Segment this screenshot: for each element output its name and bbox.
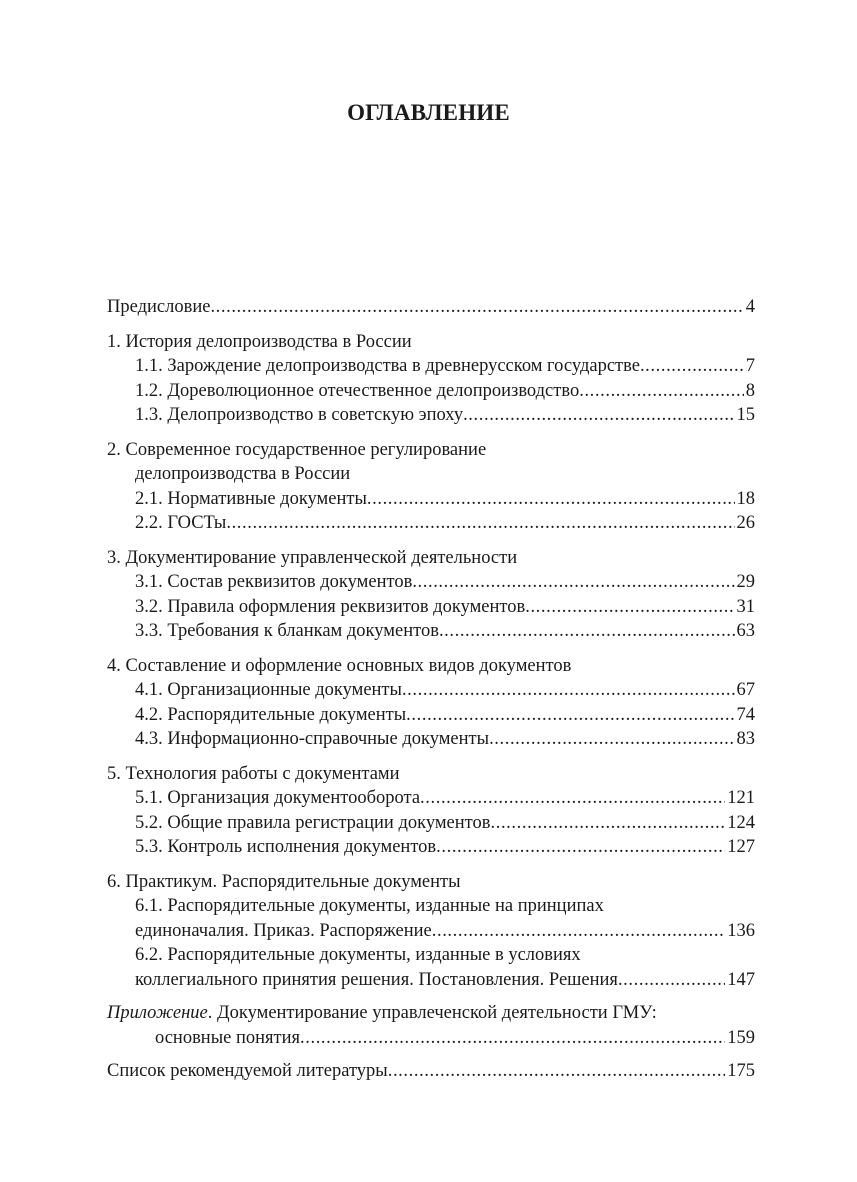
dot-leader — [618, 968, 725, 993]
dot-leader — [226, 511, 734, 536]
toc-entry-label: 3.3. Требования к бланкам документов — [135, 621, 439, 641]
toc-entry[interactable] — [107, 703, 755, 728]
toc-entry-label: Предисловие — [107, 297, 211, 317]
toc-entry-label: 5.2. Общие правила регистрации документов — [135, 812, 491, 833]
toc-entry[interactable] — [107, 727, 755, 752]
toc-entry[interactable] — [107, 570, 755, 595]
dot-leader — [436, 835, 725, 860]
toc-entry[interactable] — [107, 786, 755, 811]
toc-entry-label: 3.2. Правила оформления реквизитов документов — [135, 596, 526, 617]
toc-entry-label: 4.1. Организационные документы — [135, 680, 402, 700]
dot-leader — [210, 295, 743, 320]
toc-entry[interactable] — [107, 678, 755, 703]
toc-page-number: 7 — [745, 356, 755, 376]
dot-leader — [463, 403, 734, 428]
toc-entry-label: 2.1. Нормативные документы — [135, 488, 367, 509]
dot-leader — [300, 1026, 725, 1051]
toc-entry-label: 2.2. ГОСТы — [135, 513, 227, 533]
appendix-heading[interactable] — [107, 1001, 755, 1026]
dot-leader — [412, 570, 734, 595]
toc-entry[interactable] — [107, 379, 755, 404]
dot-leader — [420, 786, 725, 811]
toc-entry[interactable] — [107, 595, 755, 620]
toc-entry-preface[interactable] — [107, 295, 755, 320]
dot-leader — [640, 354, 744, 379]
dot-leader — [491, 811, 726, 836]
toc-entry[interactable] — [107, 968, 755, 993]
toc-page-number: 127 — [727, 837, 755, 857]
toc-entry[interactable] — [107, 354, 755, 379]
toc-page-number: 121 — [727, 788, 755, 808]
toc-page-number: 29 — [736, 572, 755, 592]
page-title: ОГЛАВЛЕНИЕ — [347, 100, 510, 125]
toc-page-number: 147 — [727, 969, 755, 990]
toc-page-number: 83 — [736, 729, 755, 749]
dot-leader — [525, 595, 734, 620]
appendix-heading-text: . Документирование управлеченской деятельности ГМУ: — [207, 1003, 657, 1023]
toc-page-number: 159 — [727, 1027, 755, 1048]
chapter-heading: 1. История делопроизводства в России — [107, 331, 412, 352]
toc-entry[interactable] — [107, 403, 755, 428]
dot-leader — [406, 703, 734, 728]
chapter-heading: 6. Практикум. Распорядительные документы — [107, 871, 461, 892]
toc-entry[interactable] — [107, 919, 755, 944]
toc-entry-lead[interactable]: 6.2. Распорядительные документы, изданные в условиях — [135, 945, 581, 965]
toc-entry-label: коллегиального принятия решения. Постановления. Решения — [135, 969, 618, 990]
toc-entry-references[interactable] — [107, 1059, 755, 1084]
toc-chapter-6 — [107, 870, 755, 993]
toc-page-number: 124 — [727, 812, 755, 833]
dot-leader — [579, 379, 744, 404]
toc-chapter-5 — [107, 762, 755, 860]
toc-appendix — [107, 1001, 755, 1050]
toc-entry-label: единоначалия. Приказ. Распоряжение — [135, 920, 432, 941]
chapter-heading: 2. Современное государственное регулирование — [107, 439, 487, 460]
dot-leader — [489, 727, 734, 752]
toc-page-number: 136 — [727, 920, 755, 941]
dot-leader — [388, 1059, 726, 1084]
toc-page-number: 74 — [736, 704, 755, 725]
toc-entry[interactable] — [107, 1026, 755, 1051]
toc-page-number: 8 — [745, 380, 755, 401]
chapter-heading-continuation: делопроизводства в России — [135, 464, 351, 484]
toc-entry[interactable] — [107, 835, 755, 860]
toc-entry-label: 1.3. Делопроизводство в советскую эпоху — [135, 405, 464, 425]
toc-page-number: 63 — [736, 621, 755, 641]
toc-entry[interactable] — [107, 619, 755, 644]
toc-chapter-4 — [107, 654, 755, 752]
toc-entry[interactable] — [107, 511, 755, 536]
dot-leader — [367, 487, 735, 512]
toc-chapter-2 — [107, 438, 755, 536]
dot-leader — [402, 678, 735, 703]
toc-page-number: 67 — [736, 680, 755, 700]
toc-entry-label: 3.1. Состав реквизитов документов — [135, 572, 413, 592]
toc-entry-label: 5.1. Организация документооборота — [135, 788, 421, 808]
toc-entry-lead[interactable]: 6.1. Распорядительные документы, изданные на принципах — [135, 896, 604, 916]
dot-leader — [432, 919, 726, 944]
toc-entry-label: Список рекомендуемой литературы — [107, 1061, 388, 1081]
toc-page-number: 26 — [736, 513, 755, 533]
table-of-contents — [107, 295, 755, 1084]
toc-chapter-1 — [107, 330, 755, 428]
toc-entry-label: 1.2. Дореволюционное отечественное делопроизводство — [135, 380, 580, 401]
chapter-heading: 4. Составление и оформление основных видов документов — [107, 655, 572, 676]
toc-page-number: 4 — [745, 297, 755, 317]
toc-page-number: 15 — [736, 405, 755, 425]
toc-chapter-3 — [107, 546, 755, 644]
toc-entry-label: основные понятия — [155, 1027, 301, 1048]
dot-leader — [439, 619, 735, 644]
toc-entry-label: 4.3. Информационно-справочные документы — [135, 729, 490, 749]
toc-page-number: 31 — [736, 596, 755, 617]
appendix-italic-word: Приложение — [107, 1003, 208, 1023]
toc-page-number: 18 — [736, 488, 755, 509]
toc-page-number: 175 — [727, 1061, 755, 1081]
toc-entry-label: 4.2. Распорядительные документы — [135, 704, 407, 725]
chapter-heading: 3. Документирование управленческой деятельности — [107, 547, 518, 568]
toc-entry-label: 1.1. Зарождение делопроизводства в древнерусском государстве — [135, 356, 640, 376]
toc-entry[interactable] — [107, 811, 755, 836]
chapter-heading: 5. Технология работы с документами — [107, 763, 400, 784]
toc-entry-label: 5.3. Контроль исполнения документов — [135, 837, 437, 857]
toc-entry[interactable] — [107, 487, 755, 512]
